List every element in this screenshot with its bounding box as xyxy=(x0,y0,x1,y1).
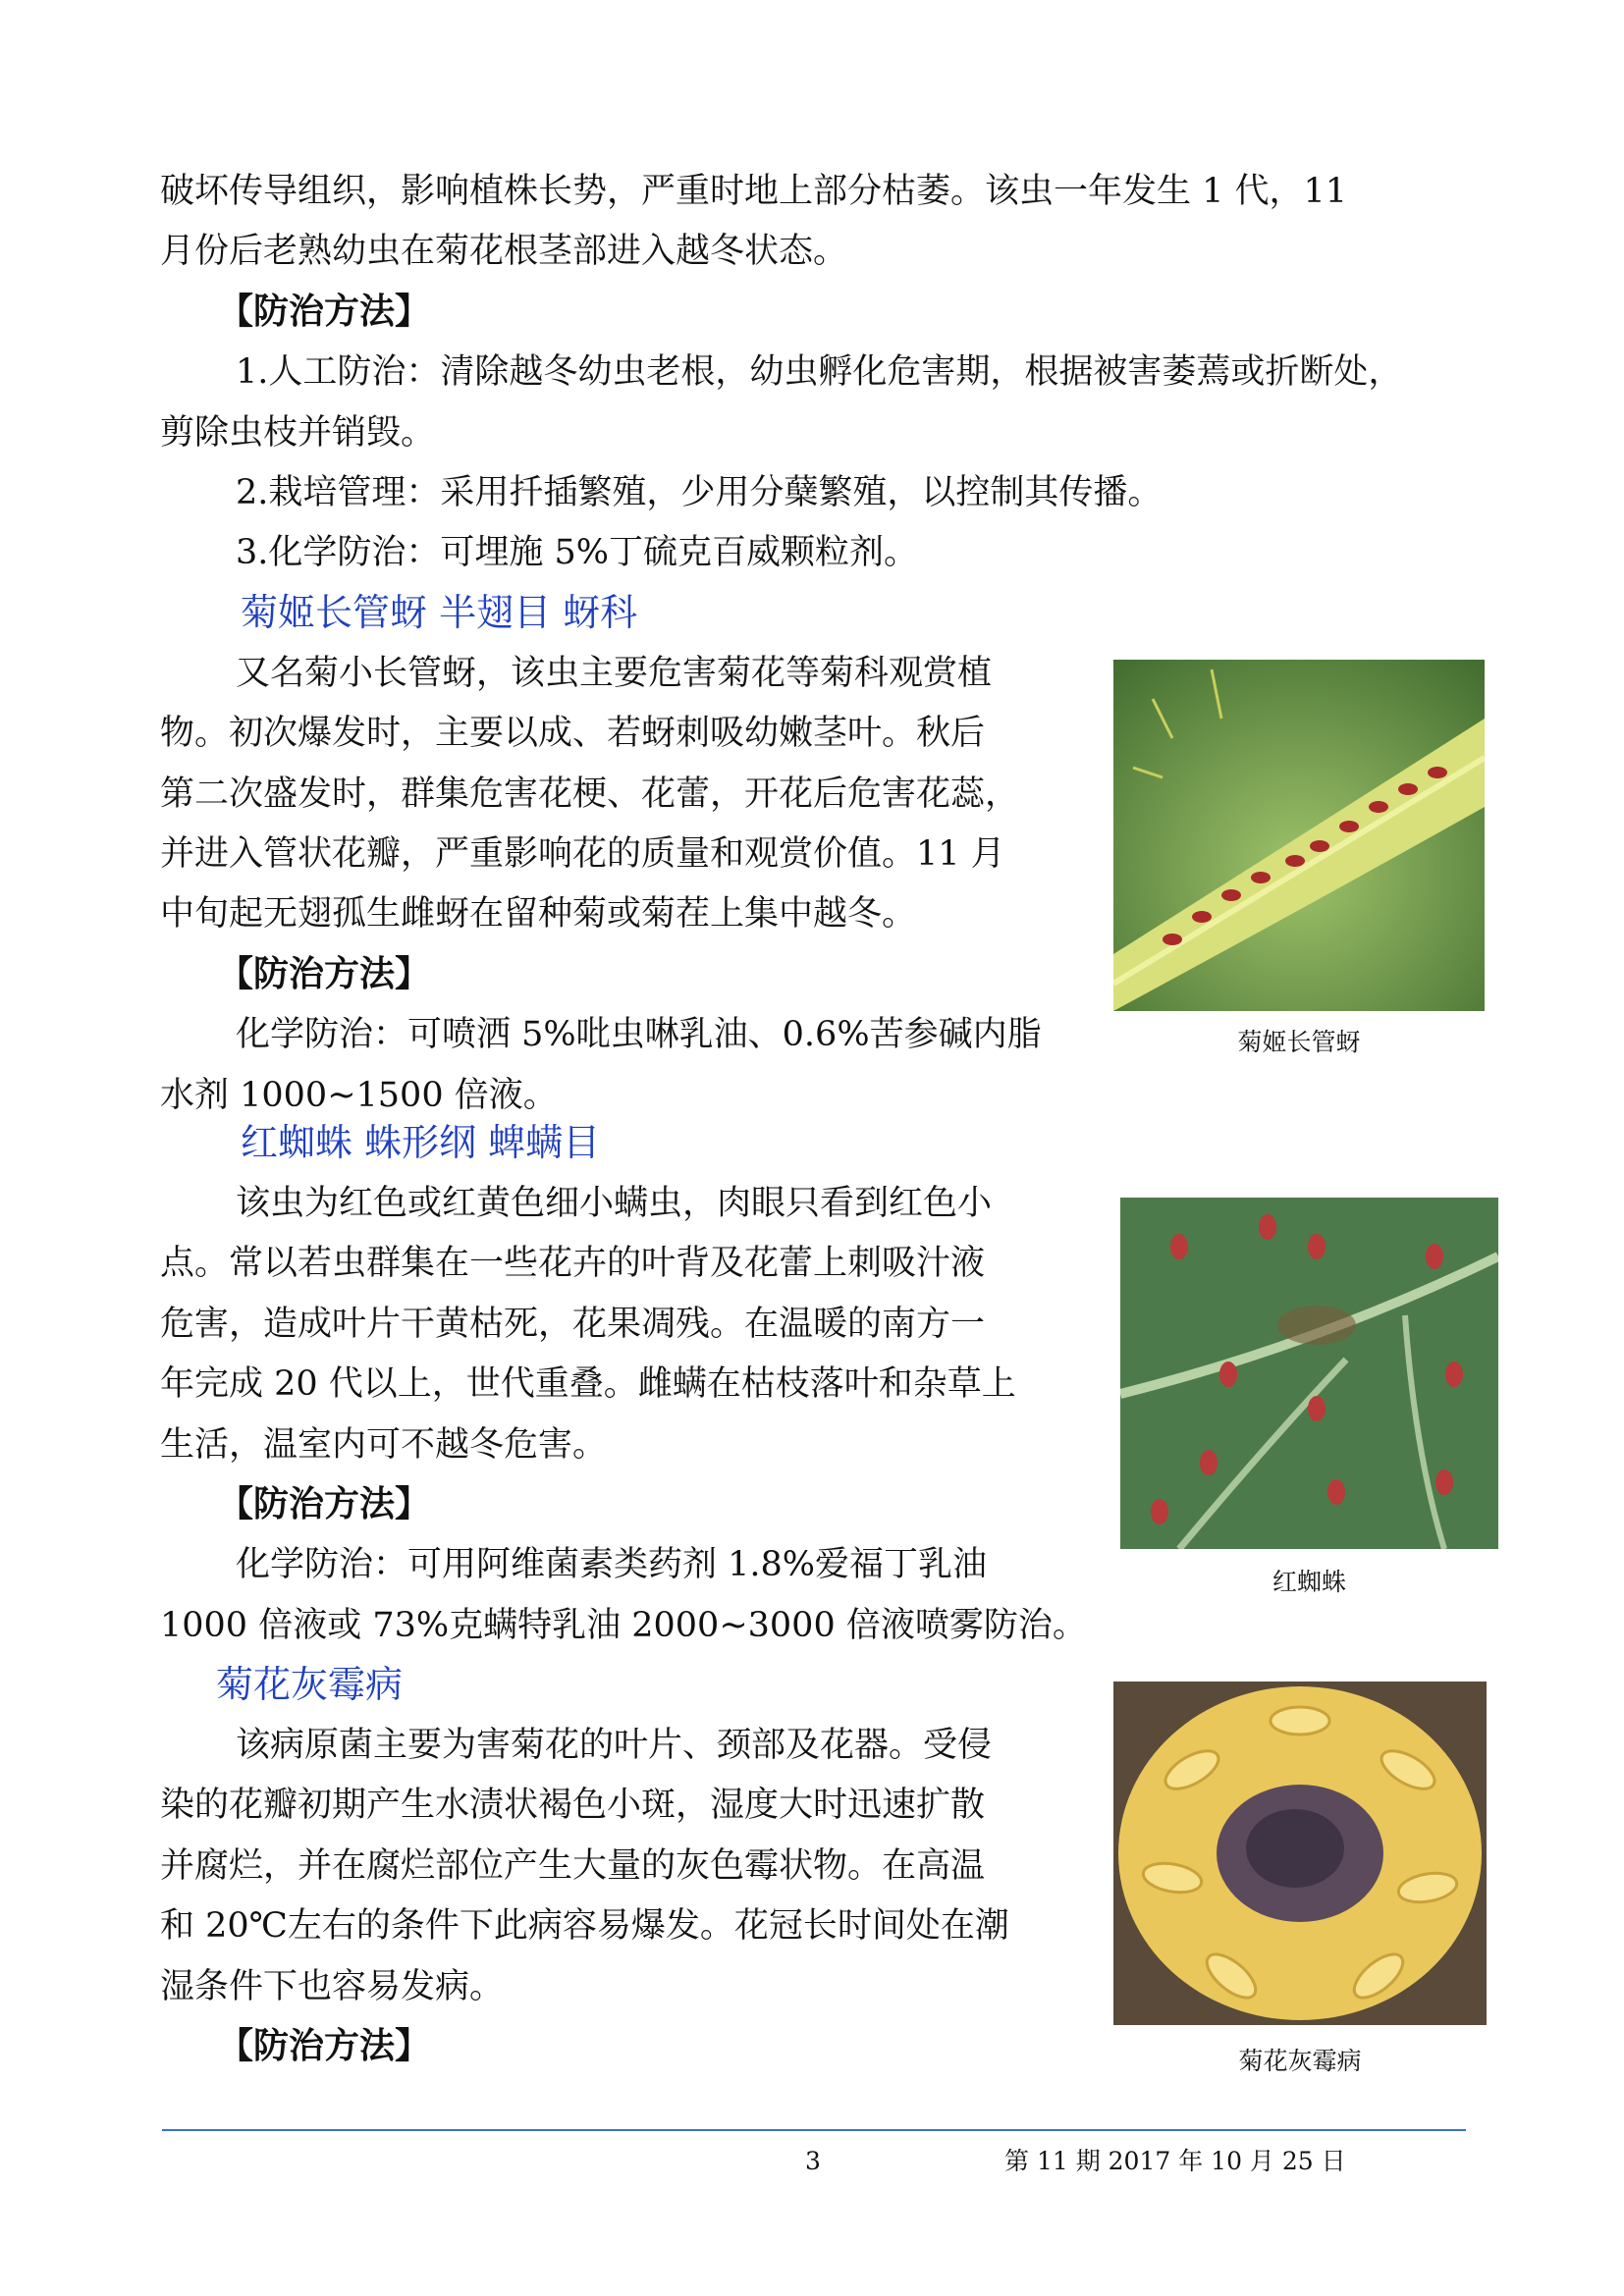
paragraph-line: 月份后老熟幼虫在菊花根茎部进入越冬状态。 xyxy=(160,232,848,271)
paragraph-line: 年完成 20 代以上，世代重叠。雌螨在枯枝落叶和杂草上 xyxy=(160,1364,1016,1404)
mold-photo xyxy=(1113,1682,1487,2025)
paragraph-line: 中旬起无翅孤生雌蚜在留种菊或菊茬上集中越冬。 xyxy=(160,894,917,934)
paragraph-line: 和 20℃左右的条件下此病容易爆发。花冠长时间处在潮 xyxy=(160,1906,1009,1946)
paragraph-line: 该虫为红色或红黄色细小螨虫，肉眼只看到红色小 xyxy=(236,1184,993,1223)
paragraph-line: 并腐烂，并在腐烂部位产生大量的灰色霉状物。在高温 xyxy=(160,1846,986,1886)
paragraph-line: 3.化学防治：可埋施 5%丁硫克百威颗粒剂。 xyxy=(236,533,919,572)
page-number: 3 xyxy=(805,2147,821,2175)
section-heading-mite: 红蜘蛛 蛛形纲 蜱螨目 xyxy=(241,1121,601,1164)
paragraph-line: 湿条件下也容易发病。 xyxy=(160,1967,505,2006)
paragraph-line: 该病原菌主要为害菊花的叶片、颈部及花器。受侵 xyxy=(236,1726,993,1765)
paragraph-line: 物。初次爆发时，主要以成、若蚜刺吸幼嫩茎叶。秋后 xyxy=(160,714,986,753)
paragraph-line: 剪除虫枝并销毁。 xyxy=(160,413,436,453)
section-heading-mold: 菊花灰霉病 xyxy=(216,1663,404,1706)
method-heading: 【防治方法】 xyxy=(218,954,431,994)
method-heading: 【防治方法】 xyxy=(218,2026,431,2066)
paragraph-line: 点。常以若虫群集在一些花卉的叶背及花蕾上刺吸汁液 xyxy=(160,1244,986,1283)
paragraph-line: 又名菊小长管蚜，该虫主要危害菊花等菊科观赏植 xyxy=(236,654,993,693)
paragraph-line: 并进入管状花瓣，严重影响花的质量和观赏价值。11 月 xyxy=(160,834,1005,874)
paragraph-line: 2.栽培管理：采用扦插繁殖，少用分蘖繁殖，以控制其传播。 xyxy=(236,473,1163,512)
paragraph-line: 水剂 1000~1500 倍液。 xyxy=(160,1076,558,1115)
paragraph-line: 1.人工防治：清除越冬幼虫老根，幼虫孵化危害期，根据被害萎蔫或折断处， xyxy=(236,352,1403,392)
mite-caption: 红蜘蛛 xyxy=(1272,1568,1346,1596)
issue-date: 第 11 期 2017 年 10 月 25 日 xyxy=(1004,2147,1346,2175)
aphid-caption: 菊姬长管蚜 xyxy=(1237,1028,1361,1056)
mold-caption: 菊花灰霉病 xyxy=(1238,2047,1362,2075)
paragraph-line: 破坏传导组织，影响植株长势，严重时地上部分枯萎。该虫一年发生 1 代，11 xyxy=(160,172,1348,211)
method-heading: 【防治方法】 xyxy=(218,1484,431,1524)
paragraph-line: 化学防治：可用阿维菌素类药剂 1.8%爱福丁乳油 xyxy=(236,1545,988,1584)
paragraph-line: 第二次盛发时，群集危害花梗、花蕾，开花后危害花蕊， xyxy=(160,774,1020,814)
mite-photo xyxy=(1120,1198,1498,1549)
paragraph-line: 1000 倍液或 73%克螨特乳油 2000~3000 倍液喷雾防治。 xyxy=(160,1606,1087,1645)
paragraph-line: 染的花瓣初期产生水渍状褐色小斑，湿度大时迅速扩散 xyxy=(160,1786,986,1825)
paragraph-line: 生活，温室内可不越冬危害。 xyxy=(160,1425,608,1465)
paragraph-line: 危害，造成叶片干黄枯死，花果凋残。在温暖的南方一 xyxy=(160,1305,986,1344)
section-heading-aphid: 菊姬长管蚜 半翅目 蚜科 xyxy=(241,591,638,634)
footer-rule xyxy=(162,2129,1466,2131)
paragraph-line: 化学防治：可喷洒 5%吡虫啉乳油、0.6%苦参碱内脂 xyxy=(236,1015,1042,1054)
method-heading: 【防治方法】 xyxy=(218,292,431,332)
aphid-photo xyxy=(1113,660,1485,1011)
